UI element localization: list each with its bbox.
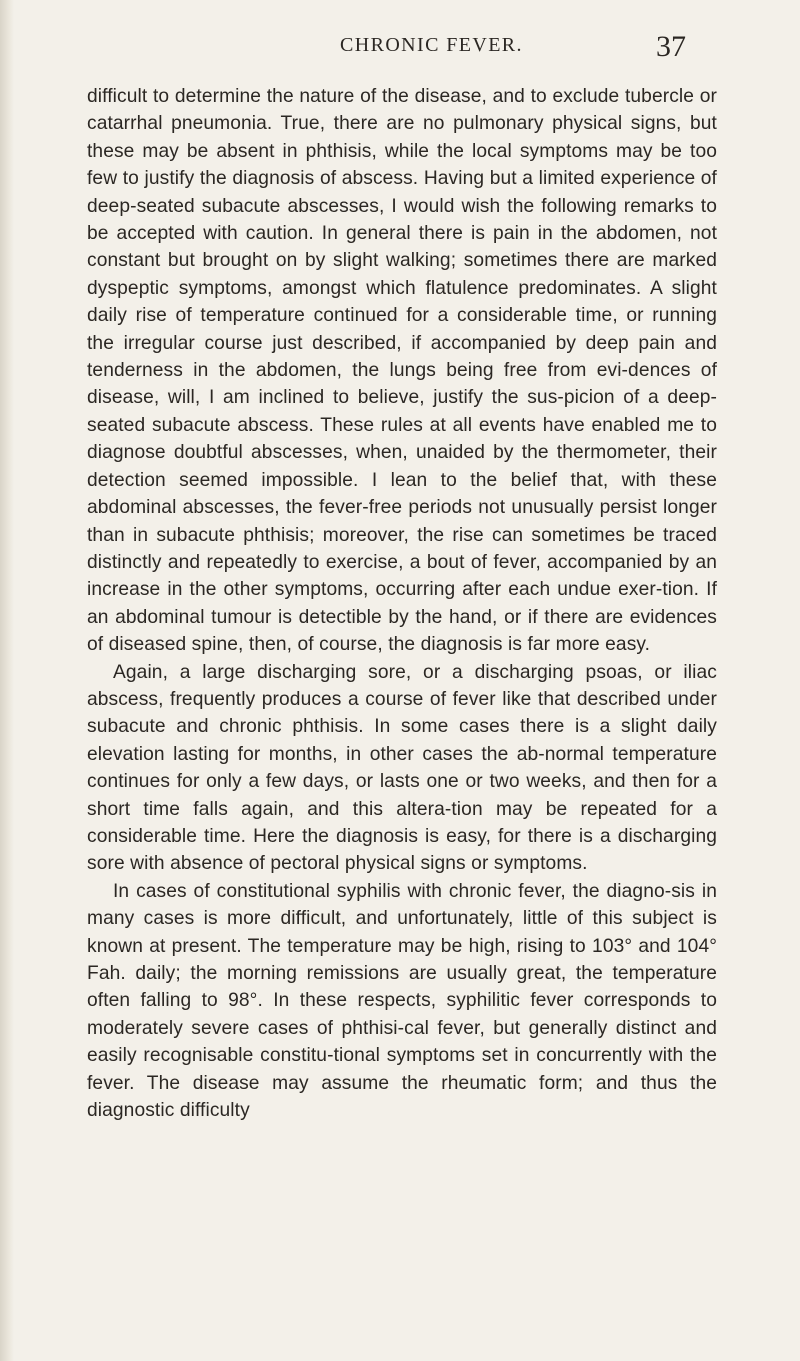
page-gutter: [0, 0, 14, 1361]
page-number: 37: [656, 30, 686, 63]
body-text: [87, 83, 717, 1124]
running-title: CHRONIC FEVER.: [340, 34, 523, 56]
paragraph-abdominal-abscess: difficult to determine the nature of the disease, and to exclude tubercle or catarrhal pneumonia. True, there are no pulmonary physical signs, but these may be absent in phthisis, while the local symptoms may be too few to justify the diagnosis of abscess. Having but a limited experience of deep-seated subacute abscesses, I would wish the following remarks to be accepted with caution. In general there is pain in the abdomen, not constant but brought on by slight walking; sometimes there are marked dyspeptic symptoms, amongst which flatulence predominates. A slight daily rise of temperature continued for a considerable time, or running the irregular course just described, if accompanied by deep pain and tenderness in the abdomen, the lungs being free from evi-dences of disease, will, I am inclined to believe, justify the sus-picion of a deep-seated subacute abscess. These rules at all events have enabled me to diagnose doubtful abscesses, when, unaided by the thermometer, their detection seemed impossible. I lean to the belief that, with these abdominal abscesses, the fever-free periods not unusually persist longer than in subacute phthisis; moreover, the rise can sometimes be traced distinctly and repeatedly to exercise, a bout of fever, accompanied by an increase in the other symptoms, occurring after each undue exer-tion. If an abdominal tumour is detectible by the hand, or if there are evidences of diseased spine, then, of course, the diagnosis is far more easy.: [87, 86, 717, 656]
paragraph-discharging-sore: Again, a large discharging sore, or a discharging psoas, or iliac abscess, frequently produces a course of fever like that described under subacute and chronic phthisis. In some cases there is a slight daily elevation lasting for months, in other cases the ab-normal temperature continues for only a few days, or lasts one or two weeks, and then for a short time falls again, and this altera-tion may be repeated for a considerable time. Here the diagnosis is easy, for there is a discharging sore with absence of pectoral physical signs or symptoms.: [87, 661, 717, 875]
paragraph-syphilis: In cases of constitutional syphilis with chronic fever, the diagno-sis in many cases is more difficult, and unfortunately, little of this subject is known at present. The temperature may be high, rising to 103° and 104° Fah. daily; the morning remissions are usually great, the temperature often falling to 98°. In these respects, syphilitic fever corresponds to moderately severe cases of phthisi-cal fever, but generally distinct and easily recognisable constitu-tional symptoms set in concurrently with the fever. The disease may assume the rheumatic form; and thus the diagnostic difficulty: [87, 880, 717, 1122]
running-head: [0, 30, 800, 70]
